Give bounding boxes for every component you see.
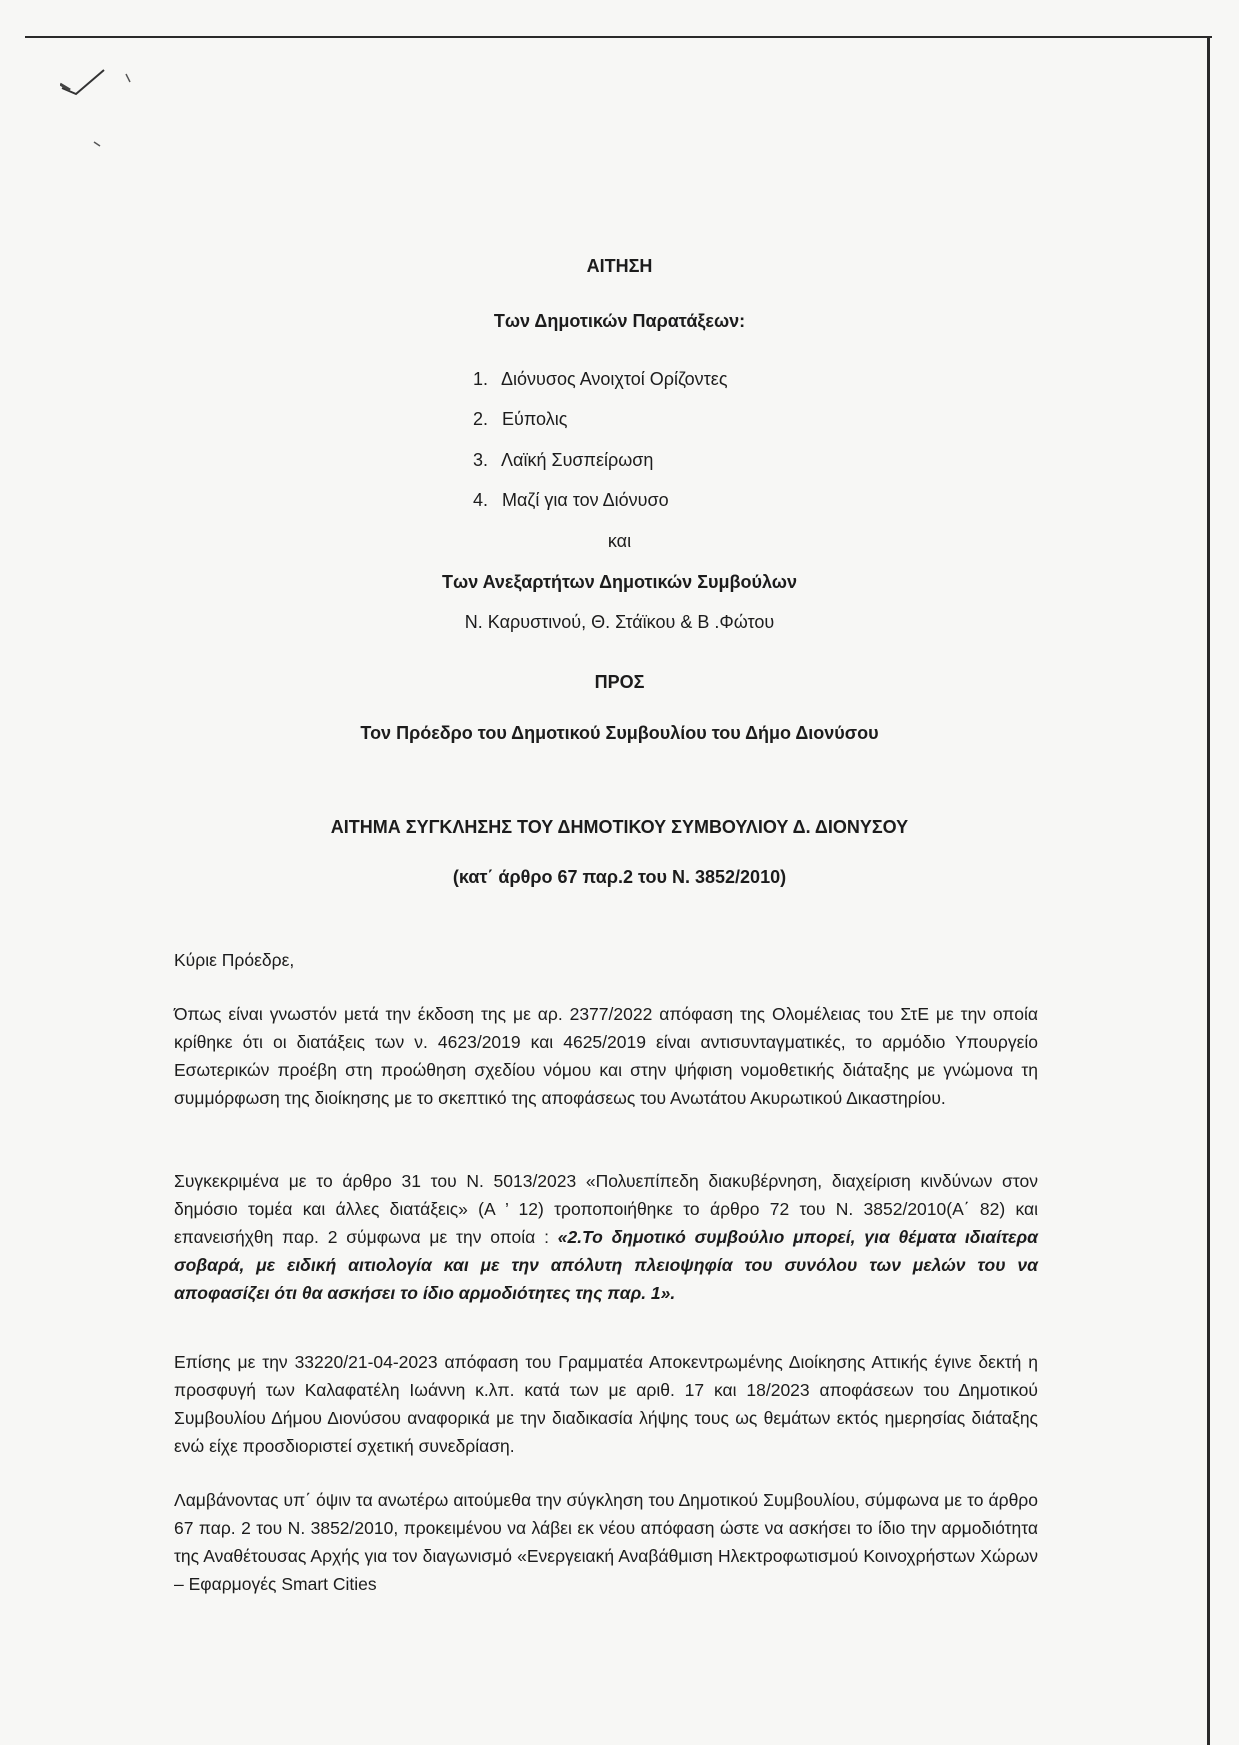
paragraph-2-plain: Συγκεκριμένα με το άρθρο 31 του Ν. 5013/2023 «Πολυεπίπεδη διακυβέρνηση, διαχείριση κινδύνων στον δημόσιο τομέα και άλλες διατάξεις» (Α ’ 12) τροποποιήθηκε το άρθρο 72 του Ν. 3852/2010(Α΄ 82) και επανεισήχθη παρ. 2 σύμφωνα με την οποία : [174,1171,1038,1247]
paragraph-4-text: Λαμβάνοντας υπ΄ όψιν τα ανωτέρω αιτούμεθα την σύγκληση του Δημοτικού Συμβουλίου, σύμφωνα με το άρθρο 67 παρ. 2 του Ν. 3852/2010, προκειμένου να λάβει εκ νέου απόφαση ώστε να ασκήσει το ίδιο την αρμοδιότητα της Αναθέτουσας Αρχής για τον διαγωνισμό «Ενεργειακή Αναβάθμιση Ηλεκτροφωτισμού Κοινοχρήστων Χώρων – Εφαρμογές Smart Cities [174,1490,1038,1594]
paragraph-2-text [174,1167,1038,1307]
list-item [473,369,728,390]
from-heading: Των Δημοτικών Παρατάξεων: [493,311,746,331]
faction-name: Μαζί για τον Διόνυσο [502,490,669,510]
paragraph-2-quote: «2.Το δημοτικό συμβούλιο μπορεί, για θέματα ιδιαίτερα σοβαρά, με ειδική αιτιολογία και με την απόλυτη πλειοψηφία του συνόλου των μελών του να αποφασίζει ότι θα ασκήσει το ίδιο αρμοδιότητες της παρ. 1». [174,1227,1038,1303]
page-border-top [25,36,1212,38]
faction-name: Διόνυσος Ανοιχτοί Ορίζοντες [501,369,728,389]
conjunction: και [607,531,632,551]
subject: ΑΙΤΗΜΑ ΣΥΓΚΛΗΣΗΣ ΤΟΥ ΔΗΜΟΤΙΚΟΥ ΣΥΜΒΟΥΛΙΟΥ Δ. ΔΙΟΝΥΣΟΥ [330,817,909,837]
paragraph-3-text: Επίσης με την 33220/21-04-2023 απόφαση του Γραμματέα Αποκεντρωμένης Διοίκησης Αττικής έγινε δεκτή η προσφυγή των Καλαφατέλη Ιωάννη κ.λπ. κατά των με αριθ. 17 και 18/2023 αποφάσεων του Δημοτικού Συμβουλίου Δήμου Διονύσου αναφορικά με την διαδικασία λήψης τους ως θεμάτων εκτός ημερησίας διάταξης ενώ είχε προσδιοριστεί σχετική συνεδρίαση. [174,1352,1038,1456]
page-border-right [1207,36,1210,1745]
independents-heading: Των Ανεξαρτήτων Δημοτικών Συμβούλων [442,572,797,592]
list-item [473,450,653,471]
list-number: 2. [473,409,489,429]
faction-name: Εύπολις [502,409,568,429]
paragraph-2 [174,1167,1038,1307]
paragraph-4 [174,1486,1038,1598]
to-label: ΠΡΟΣ [594,672,645,692]
list-number: 1. [473,369,489,389]
salutation: Κύριε Πρόεδρε, [174,950,295,970]
independents-names: Ν. Καρυστινού, Θ. Στάϊκου & Β .Φώτου [464,612,775,632]
document-title: ΑΙΤΗΣΗ [586,256,653,276]
list-item [473,490,669,511]
list-number: 4. [473,490,489,510]
staple-mark-icon [60,66,150,156]
list-number: 3. [473,450,489,470]
paragraph-3 [174,1348,1038,1460]
subject-reference: (κατ΄ άρθρο 67 παρ.2 του Ν. 3852/2010) [452,867,787,887]
recipient: Τον Πρόεδρο του Δημοτικού Συμβουλίου του Δήμο Διονύσου [360,723,879,743]
faction-name: Λαϊκή Συσπείρωση [501,450,654,470]
list-item [473,409,567,430]
paragraph-1-text: Όπως είναι γνωστόν μετά την έκδοση της με αρ. 2377/2022 απόφαση της Ολομέλειας του ΣτΕ με την οποία κρίθηκε ότι οι διατάξεις των ν. 4623/2019 και 4625/2019 είναι αντισυνταγματικές, το αρμόδιο Υπουργείο Εσωτερικών προέβη στη προώθηση σχεδίου νόμου και στην ψήφιση νομοθετικής διάταξης με γνώμονα τη συμμόρφωση της διοίκησης με το σκεπτικό της αποφάσεως του Ανωτάτου Ακυρωτικού Δικαστηρίου. [174,1004,1038,1108]
paragraph-1 [174,1000,1038,1112]
